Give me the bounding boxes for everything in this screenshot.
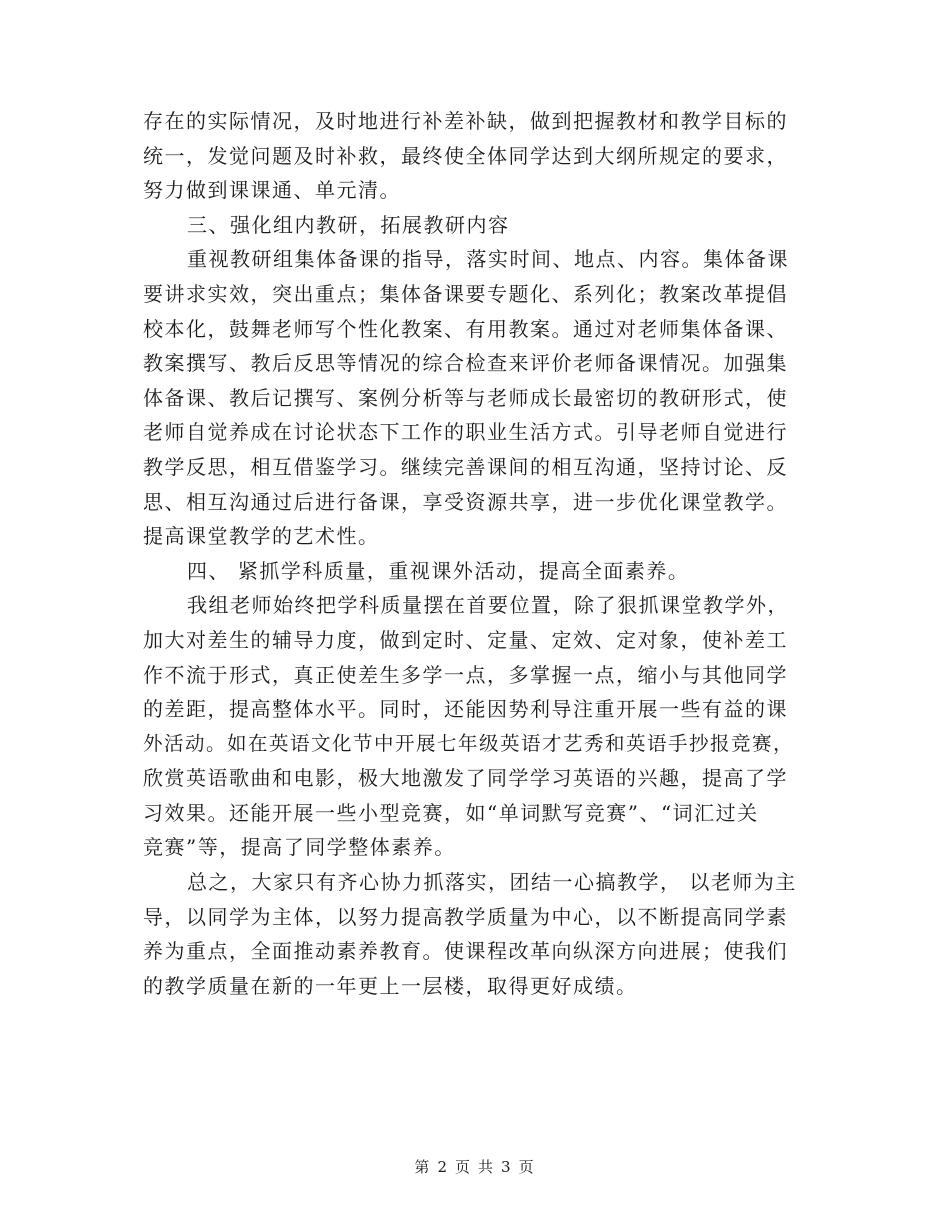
text-line: 教案撰写、教后反思等情况的综合检查来评价老师备课情况。加强集 <box>143 351 788 376</box>
text-line: 三、强化组内教研，拓展教研内容 <box>187 212 510 237</box>
footer-label-pages: 页 <box>518 1158 536 1176</box>
text-line: 竞赛”等，提高了同学整体素养。 <box>143 835 456 860</box>
footer-current-page: 2 <box>437 1158 449 1176</box>
text-line: 四、 紧抓学科质量，重视课外活动，提高全面素养。 <box>187 558 690 583</box>
text-line: 加大对差生的辅导力度，做到定时、定量、定效、定对象，使补差工 <box>143 627 788 652</box>
text-line: 的教学质量在新的一年更上一层楼，取得更好成绩。 <box>143 973 638 998</box>
text-line: 的差距，提高整体水平。同时，还能因势利导注重开展一些有益的课 <box>143 697 788 722</box>
text-line: 要讲求实效，突出重点；集体备课要专题化、系列化；教案改革提倡 <box>143 281 788 306</box>
text-line: 思、相互沟通过后进行备课，享受资源共享，进一步优化课堂教学。 <box>143 489 788 514</box>
text-line: 欣赏英语歌曲和电影，极大地激发了同学学习英语的兴趣，提高了学 <box>143 766 788 791</box>
text-line: 提高课堂教学的艺术性。 <box>143 524 380 549</box>
text-line: 总之，大家只有齐心协力抓落实，团结一心搞教学， 以老师为主 <box>187 870 797 895</box>
text-line: 养为重点，全面推动素养教育。使课程改革向纵深方向进展；使我们 <box>143 939 788 964</box>
text-line: 努力做到课课通、单元清。 <box>143 178 401 203</box>
footer-label-total: 共 <box>478 1158 496 1176</box>
text-line: 我组老师始终把学科质量摆在首要位置，除了狠抓课堂教学外， <box>187 593 789 618</box>
text-line: 体备课、教后记撰写、案例分析等与老师成长最密切的教研形式，使 <box>143 385 788 410</box>
text-line: 校本化，鼓舞老师写个性化教案、有用教案。通过对老师集体备课、 <box>143 316 788 341</box>
footer-label-page: 第 <box>414 1158 432 1176</box>
text-line: 重视教研组集体备课的指导，落实时间、地点、内容。集体备课 <box>187 247 789 272</box>
text-line: 导，以同学为主体，以努力提高教学质量为中心，以不断提高同学素 <box>143 904 788 929</box>
text-line: 作不流于形式，真正使差生多学一点，多掌握一点，缩小与其他同学 <box>143 662 788 687</box>
text-line: 教学反思，相互借鉴学习。继续完善课间的相互沟通，坚持讨论、反 <box>143 454 788 479</box>
footer-label-of-page: 页 <box>454 1158 472 1176</box>
text-line: 外活动。如在英语文化节中开展七年级英语才艺秀和英语手抄报竞赛， <box>143 731 795 755</box>
document-body <box>143 104 803 1003</box>
footer-total-pages: 3 <box>501 1158 513 1176</box>
text-line: 存在的实际情况，及时地进行补差补缺，做到把握教材和教学目标的 <box>143 109 788 133</box>
text-line: 习效果。还能开展一些小型竞赛，如“单词默写竞赛”、“词汇过关 <box>143 800 759 825</box>
text-line: 统一，发觉问题及时补救，最终使全体同学达到大纲所规定的要求， <box>143 143 788 168</box>
text-line: 老师自觉养成在讨论状态下工作的职业生活方式。引导老师自觉进行 <box>143 420 788 445</box>
page-footer <box>0 1156 950 1177</box>
